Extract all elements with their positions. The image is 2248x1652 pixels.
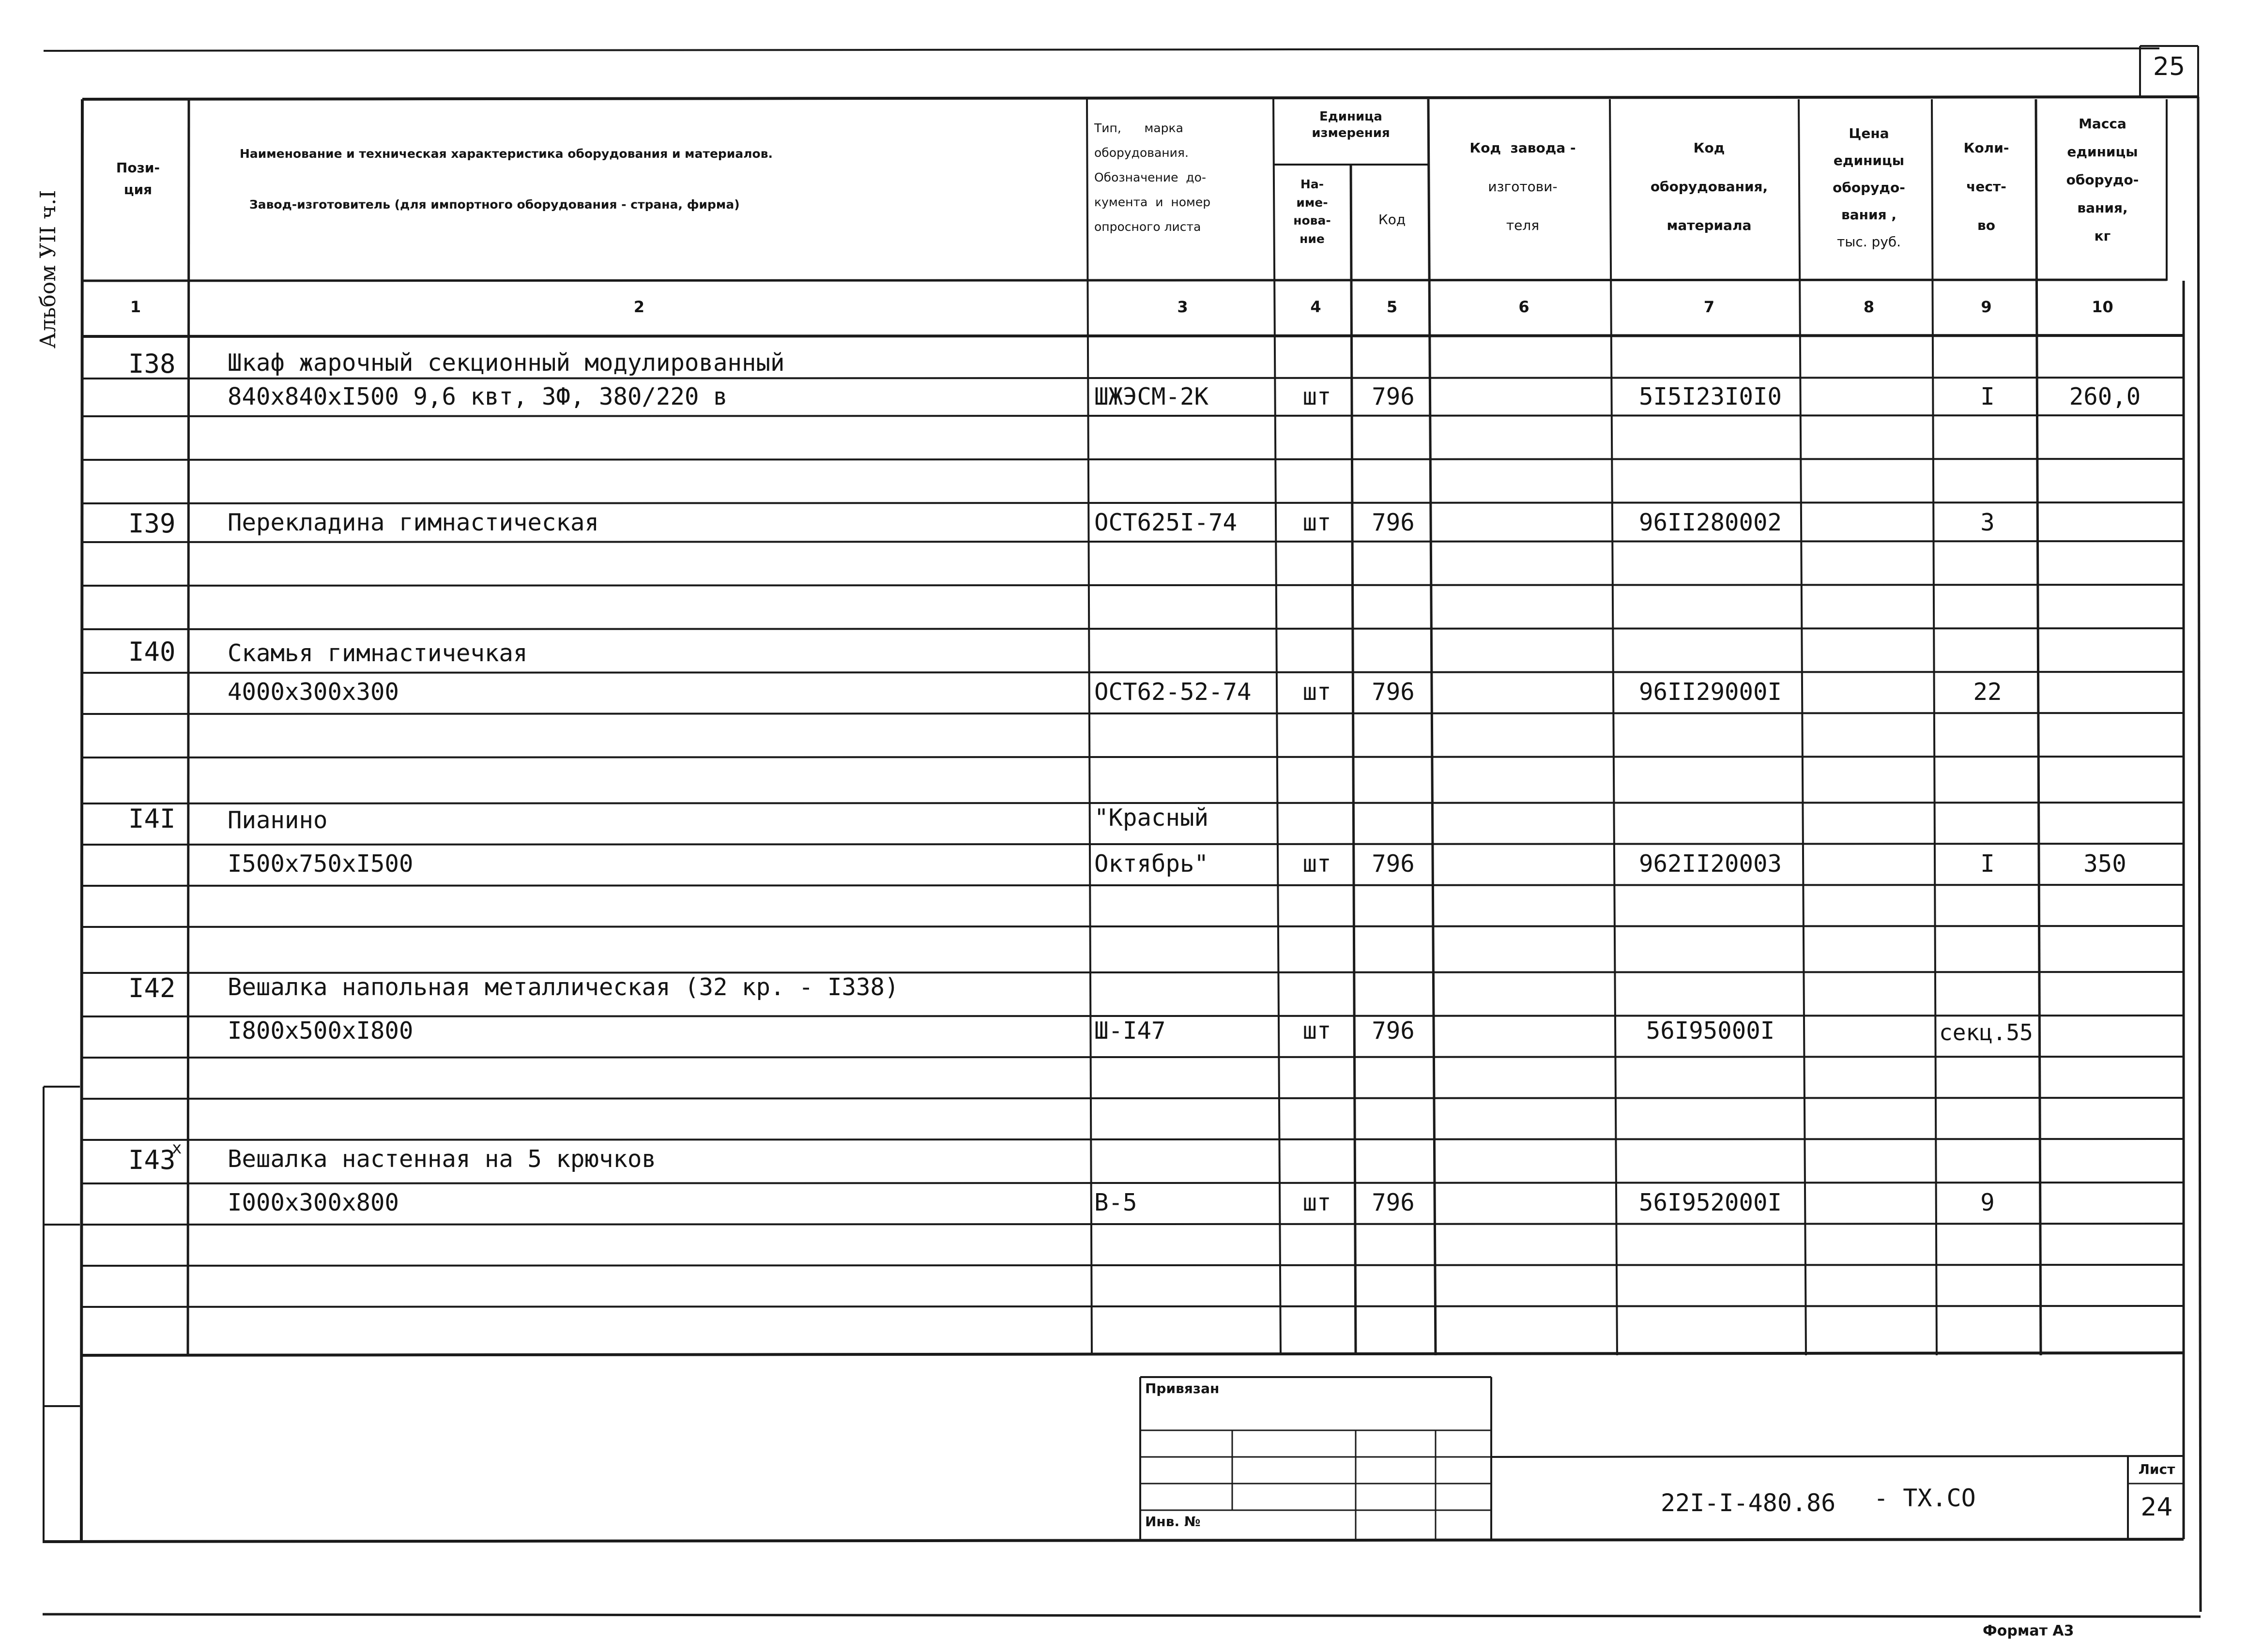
header-type-line: Тип, марка xyxy=(1094,121,1183,135)
item-unit-code: 796 xyxy=(1372,1189,1415,1216)
header-price-line: вания , xyxy=(1841,207,1896,223)
header-mass-line: кг xyxy=(2094,228,2111,244)
header-qty xyxy=(1934,141,2038,232)
item-type: "Красный xyxy=(1094,804,1209,832)
item-unit: шт xyxy=(1302,850,1331,878)
column-number: 1 xyxy=(130,298,141,316)
header-mass-line: Масса xyxy=(2079,116,2126,132)
item-quantity: 3 xyxy=(1980,509,1995,536)
header-mass xyxy=(2038,117,2167,243)
header-equip-line: оборудования, xyxy=(1650,179,1768,195)
item-quantity: I xyxy=(1980,850,1995,878)
column-number: 6 xyxy=(1518,298,1529,316)
item-unit: шт xyxy=(1302,1189,1331,1216)
header-unit: Единица измерения xyxy=(1312,109,1390,140)
header-price-line: тыс. руб. xyxy=(1836,234,1901,250)
page-number: 25 xyxy=(2153,52,2186,81)
position-number: I42 xyxy=(128,973,176,1003)
item-name: Перекладина гимнастическая xyxy=(228,509,599,536)
header-position: Пози- ция xyxy=(116,160,160,197)
column-number: 10 xyxy=(2092,298,2113,316)
item-unit: шт xyxy=(1302,509,1331,536)
item-name: Пианино xyxy=(228,806,328,834)
header-unit-name: На- име- нова- ние xyxy=(1293,177,1331,246)
item-equip-code: 56I95000I xyxy=(1646,1017,1775,1045)
column-number: 8 xyxy=(1863,298,1875,316)
item-quantity: 9 xyxy=(1980,1189,1995,1216)
column-number: 4 xyxy=(1310,298,1321,316)
item-type: ОСТ625I-74 xyxy=(1094,509,1238,536)
item-unit-code: 796 xyxy=(1372,1017,1415,1045)
header-qty-line: Коли- xyxy=(1963,140,2009,156)
item-name: Скамья гимнастичечкая xyxy=(228,639,528,667)
item-type: Ш-I47 xyxy=(1094,1017,1166,1045)
column-number: 2 xyxy=(633,298,645,316)
item-name: Шкаф жарочный секционный модулированный xyxy=(228,349,785,377)
item-unit-code: 796 xyxy=(1372,383,1415,410)
position-number: I38 xyxy=(128,349,176,379)
header-mass-line: оборудо- xyxy=(2066,172,2139,188)
header-price xyxy=(1804,127,1934,249)
item-equip-code: 56I952000I xyxy=(1638,1189,1782,1216)
header-price-line: оборудо- xyxy=(1833,180,1905,196)
header-price-line: Цена xyxy=(1849,125,1889,141)
header-mass-line: единицы xyxy=(2067,144,2138,160)
sheet-value: 24 xyxy=(2141,1493,2173,1522)
position-number: I39 xyxy=(128,508,176,539)
column-number: 3 xyxy=(1177,298,1188,316)
header-type-line: кумента и номер xyxy=(1094,195,1211,209)
item-name: 4000x300x300 xyxy=(228,678,399,706)
header-price-line: единицы xyxy=(1833,152,1905,168)
item-unit-code: 796 xyxy=(1372,678,1415,706)
item-name: 840x840xI500 9,6 квт, 3Ф, 380/220 в xyxy=(228,383,728,410)
item-mass: 350 xyxy=(2083,850,2126,878)
header-maker-line: Код завода - xyxy=(1469,140,1576,156)
stamp-inv-label: Инв. № xyxy=(1145,1514,1201,1530)
header-type xyxy=(1094,122,1269,233)
item-equip-code: 962II20003 xyxy=(1638,850,1782,878)
item-unit: шт xyxy=(1302,383,1331,410)
item-type: ОСТ62-52-74 xyxy=(1094,678,1252,706)
header-equip-code xyxy=(1617,141,1801,232)
item-type: В-5 xyxy=(1094,1189,1137,1216)
column-number: 7 xyxy=(1703,298,1715,316)
header-maker-line: теля xyxy=(1506,217,1540,233)
format-label: Формат А3 xyxy=(1983,1622,2074,1639)
header-name-line2: Завод-изготовитель (для импортного оборудования - страна, фирма) xyxy=(249,197,740,212)
side-label: Альбом УII ч.I xyxy=(36,190,61,349)
column-number: 5 xyxy=(1386,298,1398,316)
header-unit-code: Код xyxy=(1378,212,1406,227)
item-name: I500x750xI500 xyxy=(228,850,413,878)
header-mass-line: вания, xyxy=(2077,200,2128,216)
header-type-line: опросного листа xyxy=(1094,220,1201,234)
header-maker-code xyxy=(1433,141,1612,232)
item-quantity: 22 xyxy=(1973,678,2002,706)
header-maker-line: изготови- xyxy=(1488,179,1558,195)
header-name-line1: Наименование и техническая характеристика оборудования и материалов. xyxy=(240,147,773,161)
doc-suffix: - ТХ.СО xyxy=(1874,1484,1976,1512)
item-type: ШЖЭСМ-2К xyxy=(1094,383,1209,410)
item-unit-code: 796 xyxy=(1372,509,1415,536)
doc-code: 22I-I-480.86 xyxy=(1661,1489,1836,1517)
item-unit: шт xyxy=(1302,678,1331,706)
column-number: 9 xyxy=(1981,298,1992,316)
item-name: I000x300x800 xyxy=(228,1189,399,1216)
position-number: I4I xyxy=(128,803,176,834)
header-qty-line: во xyxy=(1977,217,1995,233)
position-number: I43 xyxy=(128,1145,176,1175)
item-unit: шт xyxy=(1302,1017,1331,1045)
sheet-label: Лист xyxy=(2138,1461,2175,1477)
item-quantity: I xyxy=(1980,383,1995,410)
item-name: I800x500xI800 xyxy=(228,1017,413,1045)
stamp-bound-label: Привязан xyxy=(1145,1380,1220,1396)
item-type: Октябрь" xyxy=(1094,850,1209,878)
item-mass: 260,0 xyxy=(2069,383,2141,410)
position-mark: x xyxy=(172,1138,182,1158)
header-equip-line: материала xyxy=(1667,217,1752,233)
item-equip-code: 5I5I23I0I0 xyxy=(1638,383,1782,410)
item-quantity: секц.55 xyxy=(1939,1019,2033,1046)
header-equip-line: Код xyxy=(1693,140,1725,156)
item-equip-code: 96II29000I xyxy=(1638,678,1782,706)
item-unit-code: 796 xyxy=(1372,850,1415,878)
position-number: I40 xyxy=(128,637,176,667)
item-name: Вешалка напольная металлическая (32 кр. - I338) xyxy=(228,973,899,1001)
header-type-line: Обозначение до- xyxy=(1094,170,1206,184)
header-qty-line: чест- xyxy=(1966,179,2006,195)
header-type-line: оборудования. xyxy=(1094,146,1189,160)
item-name: Вешалка настенная на 5 крючков xyxy=(228,1145,657,1173)
item-equip-code: 96II280002 xyxy=(1638,509,1782,536)
